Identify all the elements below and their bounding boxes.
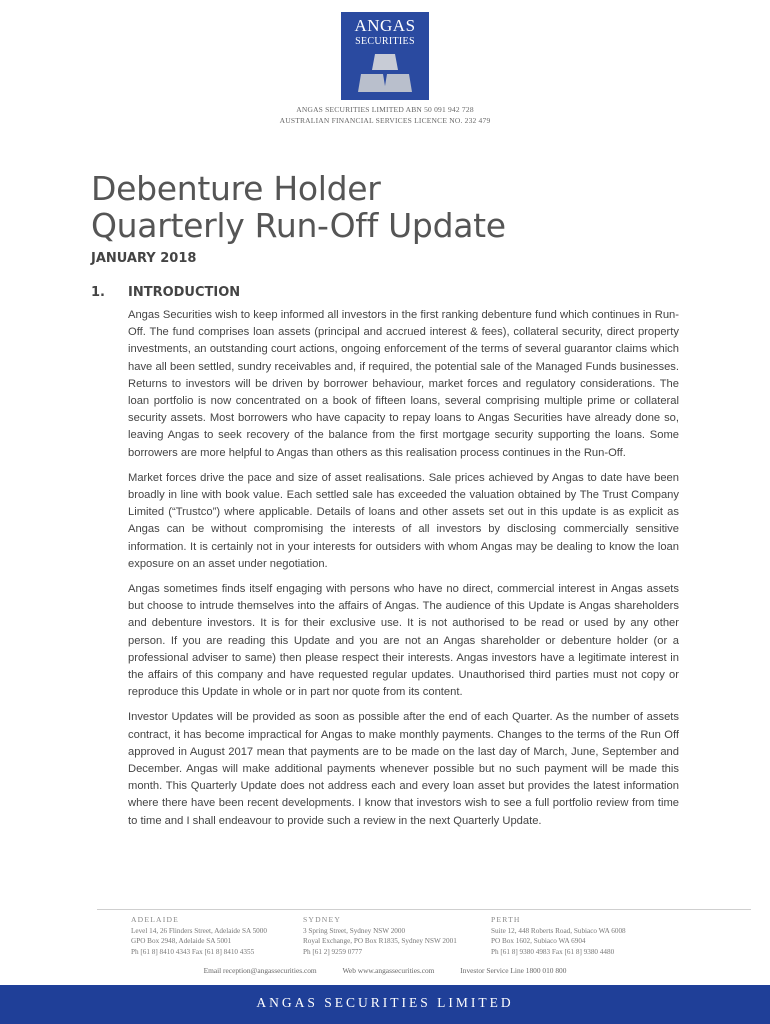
office-phone: Ph [61 8] 8410 4343 Fax [61 8] 8410 4355	[131, 947, 255, 956]
title-line-1: Debenture Holder	[91, 169, 381, 208]
paragraph: Angas Securities wish to keep informed all investors in the first ranking debenture fund which continues in Run-Off. The fund comprises loan assets (principal and accrued interest & fees), collateral security, direct property investments, an outstanding court actions, ongoing enforcement of the terms of several guarantor claims which have all been settled, sundry receivables and, if required, the potential sale of the Managed Funds businesses. Returns to investors will be driven by borrower behaviour, market forces and regulatory considerations. The loan portfolio is now concentrated on a book of fifteen loans, several comprising multiple prime or collateral security assets. Most borrowers who have capacity to repay loans to Angas Securities have already done so, leaving Angas to seek recovery of the balance from the first mortgage security supporting the loans. Some borrowers are more helpful to Angas than others as this realisation process continues in the Run-Off.	[128, 309, 679, 459]
afsl-line: AUSTRALIAN FINANCIAL SERVICES LICENCE NO. 232 479	[279, 115, 491, 125]
licence-info	[0, 105, 770, 126]
section-number: 1.	[91, 285, 105, 300]
office-sydney	[303, 915, 457, 957]
office-phone: Ph [61 2] 9259 0777	[303, 947, 363, 956]
office-city: SYDNEY	[303, 915, 341, 924]
office-city: ADELAIDE	[131, 915, 179, 924]
footer-banner	[0, 985, 770, 1024]
company-logo	[341, 12, 429, 100]
office-postal: GPO Box 2948, Adelaide SA 5001	[131, 937, 232, 945]
office-address: Suite 12, 448 Roberts Road, Subiaco WA 6008	[491, 926, 626, 935]
office-phone: Ph [61 8] 9380 4983 Fax [61 8] 9380 4480	[491, 947, 615, 956]
email-link[interactable]: Email reception@angassecurities.com	[203, 966, 317, 975]
office-city: PERTH	[491, 915, 521, 924]
office-postal: PO Box 1602, Subiaco WA 6904	[491, 937, 586, 945]
office-postal: Royal Exchange, PO Box R1835, Sydney NSW 2001	[303, 937, 457, 945]
office-perth	[491, 915, 626, 957]
abn-line: ANGAS SECURITIES LIMITED ABN 50 091 942 728	[296, 105, 474, 114]
contact-line	[0, 966, 770, 975]
paragraph: Investor Updates will be provided as soon as possible after the end of each Quarter. As the number of assets contract, it has become impractical for Angas to make monthly payments. Changes to the terms of the Run Off approved in August 2017 mean that payments are to be made on the last day of March, June, September and December. Angas will make additional payments whenever possible but no such payment will be made this month. This Quarterly Update does not address each and every loan asset but provides the latest information where there have been recent developments. I know that investors wish to see a full portfolio review from time to time and I shall endeavour to provide such a review in the next Quarterly Update.	[128, 711, 679, 827]
title-line-2: Quarterly Run-Off Update	[91, 206, 506, 245]
footer-divider	[97, 909, 751, 910]
document-date: JANUARY 2018	[91, 251, 197, 266]
section-body	[128, 307, 679, 838]
logo-name: ANGAS	[354, 16, 416, 35]
paragraph: Market forces drive the pace and size of asset realisations. Sale prices achieved by Angas to date have been broadly in line with book value. Each settled sale has exceeded the valuation obtained by The Trust Company Limited (“Trustco”) where applicable. Details of loans and other assets set out in this update is as explicit as Angas can be without compromising the interests of all investors by disclosing commercially sensitive information. It is certainly not in your interests for outsiders with whom Angas may be dealing to know the loan exposure on an asset under negotiation.	[128, 471, 679, 570]
service-line: Investor Service Line 1800 010 800	[460, 966, 567, 975]
office-address: Level 14, 26 Flinders Street, Adelaide SA 5000	[131, 926, 267, 935]
gold-bars-icon	[341, 50, 429, 100]
paragraph: Angas sometimes finds itself engaging with persons who have no direct, commercial interest in Angas assets but choose to intrude themselves into the affairs of Angas. The audience of this Update is Angas shareholders and debenture investors. It is for their exclusive use. It is not authorised to be read or used by any other person. If you are reading this Update and you are not an Angas shareholder or debenture holder (or a professional adviser to same) then please respect their interests. Angas investors have a legitimate interest in the affairs of this company and have requested regular updates. Unauthorised third parties must not copy or reproduce this Update in whole or in part nor quote from its content.	[128, 583, 679, 699]
office-address: 3 Spring Street, Sydney NSW 2000	[303, 926, 406, 935]
footer-company-name: ANGAS SECURITIES LIMITED	[256, 995, 514, 1010]
office-adelaide	[131, 915, 267, 957]
website-link[interactable]: Web www.angassecurities.com	[342, 966, 435, 975]
document-title	[91, 170, 506, 244]
logo-subname: SECURITIES	[355, 36, 415, 47]
section-title: INTRODUCTION	[128, 285, 241, 300]
